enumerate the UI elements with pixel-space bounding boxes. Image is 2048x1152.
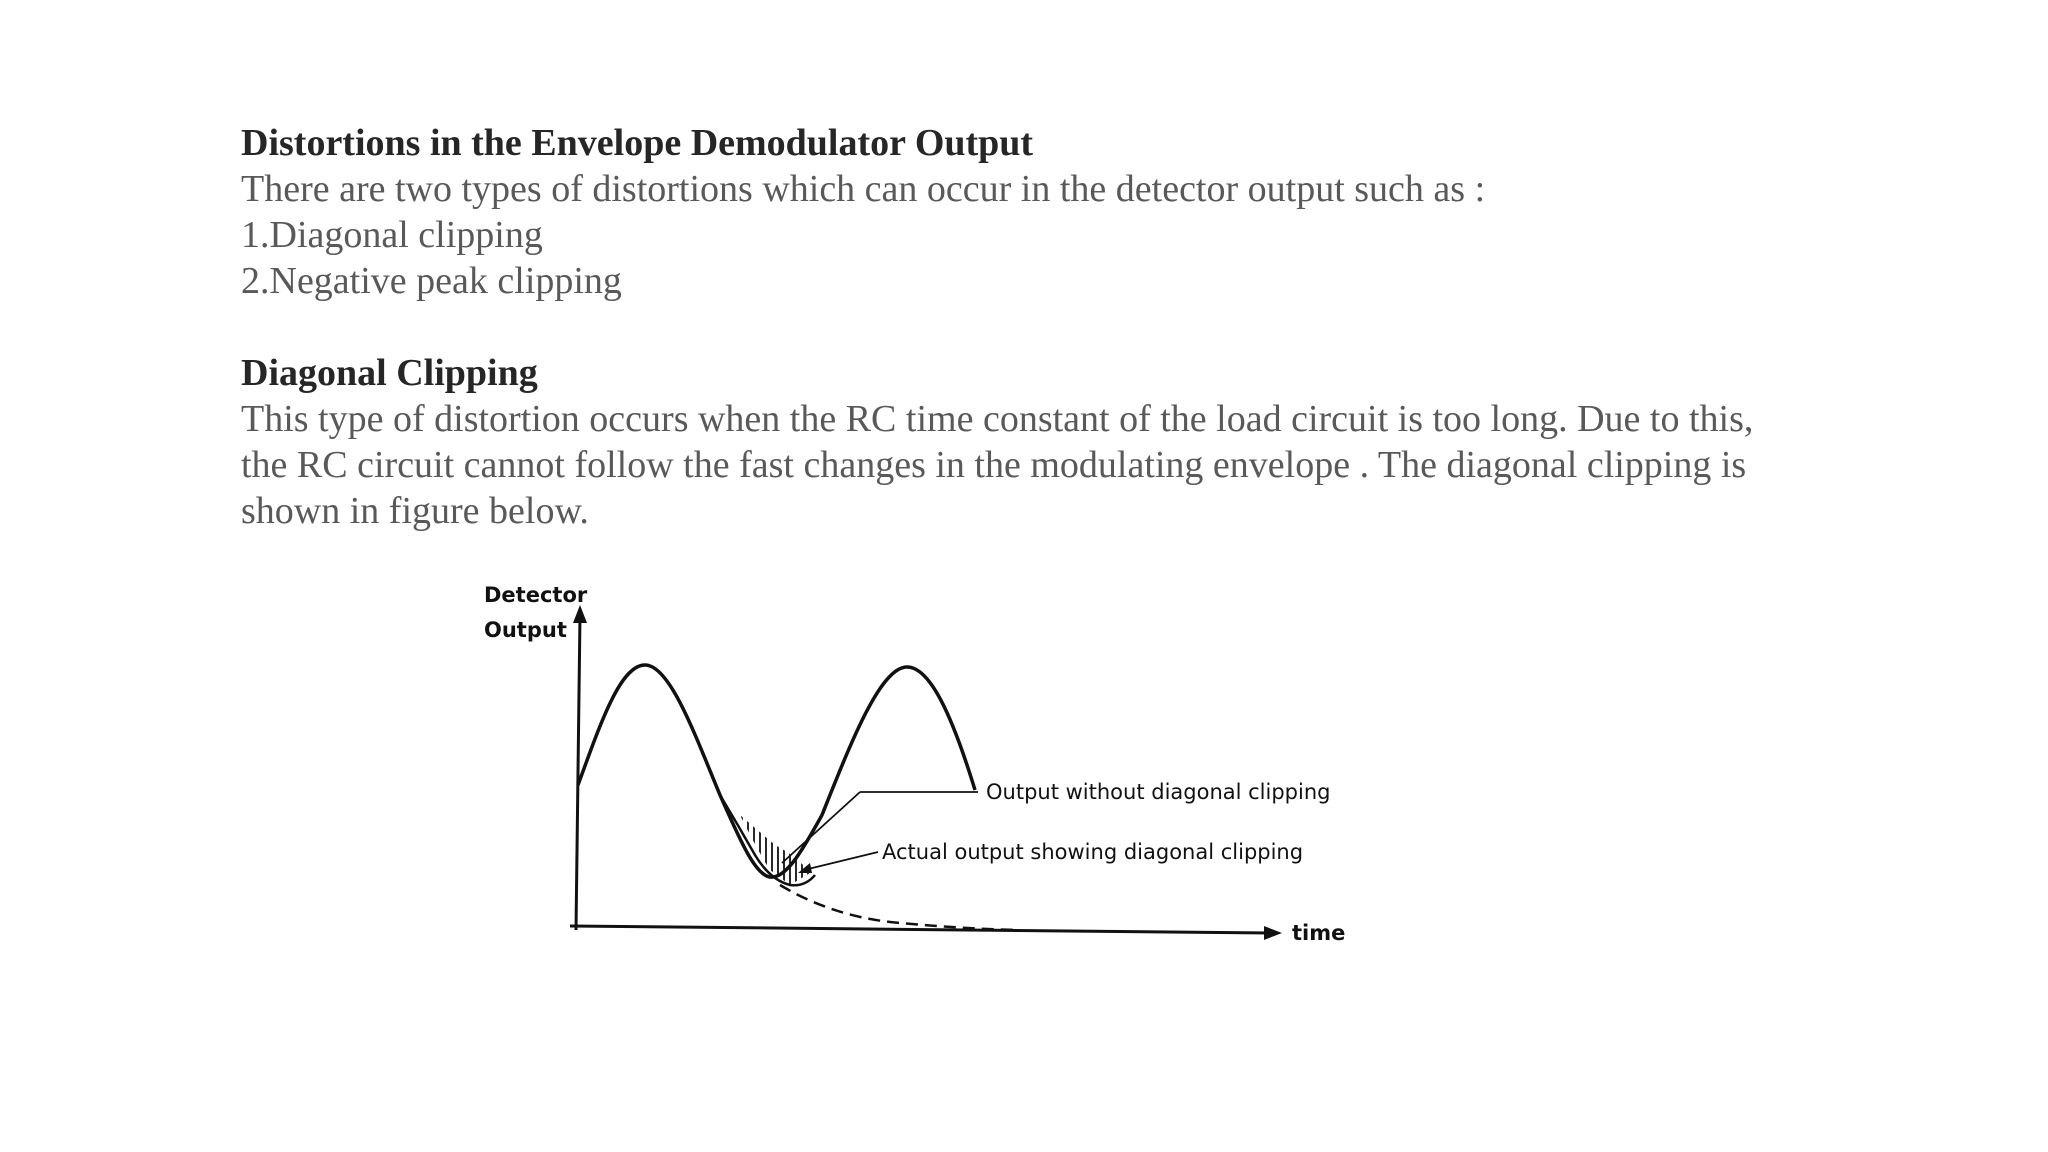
description-line-1: This type of distortion occurs when the RC time constant of the load circuit is too long. Due to this, — [241, 398, 1754, 440]
description-line-2: the RC circuit cannot follow the fast changes in the modulating envelope . The diagonal clipping is — [241, 444, 1747, 486]
list-item-negative-peak-clipping: 2.Negative peak clipping — [241, 260, 622, 302]
diagonal-clipping-diagram — [470, 575, 1370, 955]
list-item-diagonal-clipping: 1.Diagonal clipping — [241, 214, 543, 256]
callout-line-without — [782, 792, 860, 863]
callout-label-actual: Actual output showing diagonal clipping — [882, 840, 1304, 864]
x-axis-line — [570, 926, 1270, 933]
diagonal-clipping-figure — [470, 575, 1370, 955]
section-heading-diagonal-clipping: Diagonal Clipping — [241, 352, 538, 394]
document-body — [241, 120, 1861, 534]
paragraph-gap — [241, 304, 1861, 350]
y-axis-line — [576, 615, 580, 930]
callout-line-actual — [804, 852, 878, 870]
section-heading-distortions: Distortions in the Envelope Demodulator Output — [241, 122, 1034, 164]
description-line-3: shown in figure below. — [241, 490, 589, 532]
x-axis-label: time — [1292, 921, 1346, 945]
y-axis-label-line1: Detector — [484, 583, 588, 607]
y-axis-label-line2: Output — [484, 618, 567, 642]
discharge-dashed-curve — [780, 885, 1015, 930]
y-axis-arrow — [573, 605, 587, 623]
callout-label-without: Output without diagonal clipping — [986, 780, 1331, 804]
intro-paragraph: There are two types of distortions which can occur in the detector output such as : — [241, 168, 1486, 210]
callout-arrow-actual — [798, 863, 812, 873]
x-axis-arrow — [1264, 926, 1282, 940]
